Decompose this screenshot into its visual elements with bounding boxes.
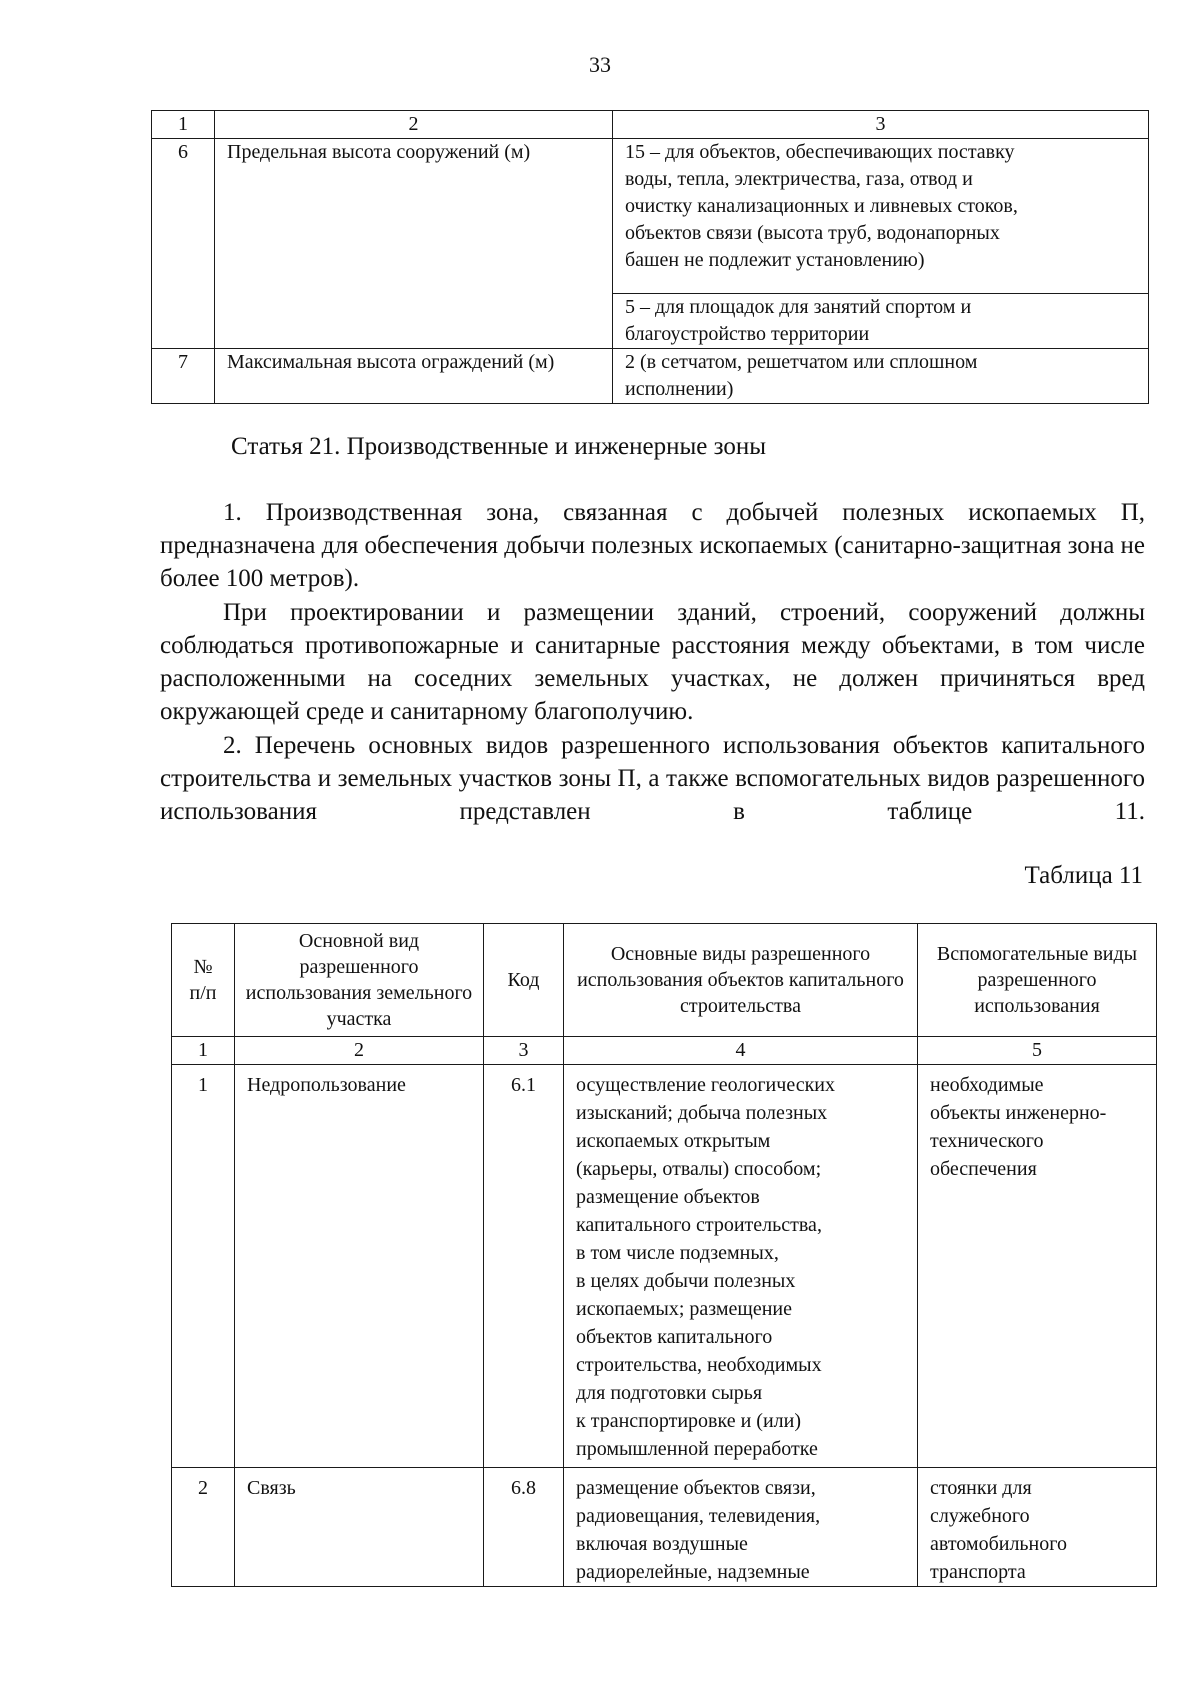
header-number: № п/п xyxy=(172,924,235,1037)
column-number-2: 2 xyxy=(215,111,613,139)
article-title: Статья 21. Производственные и инженерные зоны xyxy=(231,433,767,460)
page-number: 33 xyxy=(589,52,611,77)
row-parameter: Предельная высота сооружений (м) xyxy=(215,139,613,349)
column-number-1: 1 xyxy=(152,111,215,139)
land-use-table xyxy=(171,923,1157,1587)
column-number-3: 3 xyxy=(613,111,1149,139)
parameters-table xyxy=(151,110,1149,404)
table-header-row xyxy=(172,924,1157,1037)
row-parameter: Максимальная высота ограждений (м) xyxy=(215,349,613,404)
paragraph: 1. Производственная зона, связанная с добычей полезных ископаемых П, предназначена для обеспечения добычи полезных ископаемых (санитарно-защитная зона не более 100 метров). xyxy=(160,499,1146,592)
row-code: 6.8 xyxy=(484,1468,564,1587)
row-capital-uses: размещение объектов связи, радиовещания, телевидения, включая воздушные радиорелейные, надземные xyxy=(564,1468,918,1587)
row-number: 7 xyxy=(152,349,215,404)
row-number: 2 xyxy=(172,1468,235,1587)
row-main-type: Недропользование xyxy=(235,1065,484,1468)
header-auxiliary-uses: Вспомогательные виды разрешенного использования xyxy=(918,924,1157,1037)
table-row xyxy=(152,139,1149,294)
row-main-type: Связь xyxy=(235,1468,484,1587)
paragraph: При проектировании и размещении зданий, строений, сооружений должны соблюдаться противопожарные и санитарные расстояния между объектами, в том числе расположенными на соседних земельных участках, не должен причиняться вред окружающей среде и санитарному благополучию. xyxy=(160,599,1145,725)
row-value: 5 – для площадок для занятий спортом и благоустройство территории xyxy=(613,294,1149,349)
row-value: 2 (в сетчатом, решетчатом или сплошном исполнении) xyxy=(613,349,1149,404)
column-number: 1 xyxy=(172,1037,235,1065)
column-number: 4 xyxy=(564,1037,918,1065)
row-value: 15 – для объектов, обеспечивающих поставку воды, тепла, электричества, газа, отвод и очистку канализационных и ливневых стоков, объектов связи (высота труб, водонапорных башен не подлежит установлению) xyxy=(613,139,1149,294)
header-main-type: Основной вид разрешенного использования земельного участка xyxy=(235,924,484,1037)
row-auxiliary-uses: стоянки для служебного автомобильного транспорта xyxy=(918,1468,1157,1587)
row-number: 6 xyxy=(152,139,215,349)
table-header-row xyxy=(152,111,1149,139)
table-row xyxy=(172,1468,1157,1587)
row-number: 1 xyxy=(172,1065,235,1468)
header-code: Код xyxy=(484,924,564,1037)
column-number: 2 xyxy=(235,1037,484,1065)
paragraph: 2. Перечень основных видов разрешенного использования объектов капитального строительства и земельных участков зоны П, а также вспомогательных видов разрешенного использования представлен в таблице 11. xyxy=(160,732,1145,825)
column-number: 3 xyxy=(484,1037,564,1065)
column-number: 5 xyxy=(918,1037,1157,1065)
table-row xyxy=(172,1065,1157,1468)
row-capital-uses: осуществление геологических изысканий; добыча полезных ископаемых открытым (карьеры, отвалы) способом; размещение объектов капитального строительства, в том числе подземных, в целях добычи полезных ископаемых; размещение объектов капитального строительства, необходимых для подготовки сырья к транспортировке и (или) промышленной переработке xyxy=(564,1065,918,1468)
row-auxiliary-uses: необходимые объекты инженерно- технического обеспечения xyxy=(918,1065,1157,1468)
table-caption: Таблица 11 xyxy=(1024,862,1143,889)
table-row xyxy=(152,349,1149,404)
column-numbers-row xyxy=(172,1037,1157,1065)
row-code: 6.1 xyxy=(484,1065,564,1468)
header-capital-uses: Основные виды разрешенного использования объектов капитального строительства xyxy=(564,924,918,1037)
